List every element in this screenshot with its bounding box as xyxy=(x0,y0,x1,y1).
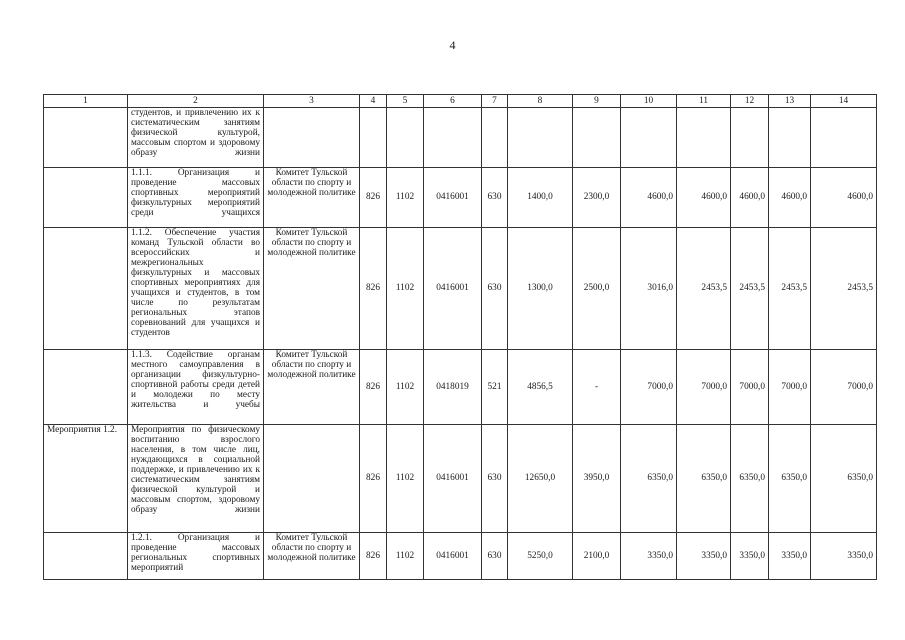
value-cell: 7000,0 xyxy=(769,350,811,425)
executor-cell: Комитет Тульской области по спорту и молодежной политике xyxy=(264,350,360,425)
value-cell: 2453,5 xyxy=(811,228,877,350)
activity-name-cell: 1.2.1. Организация и проведение массовых региональных спортивных мероприятий xyxy=(128,533,264,580)
header-cell: 2 xyxy=(128,95,264,108)
value-cell: 4600,0 xyxy=(769,168,811,228)
activity-name-cell: Мероприятия по физическому воспитанию взрослого населения, в том числе лиц, нуждающихся в социальной поддержке, и привлечению их к систематическим занятиям физической культурой и массовым спортом, здоровому образу жизни xyxy=(128,425,264,533)
budget-table xyxy=(43,94,877,580)
value-cell xyxy=(731,108,769,168)
value-cell: 6350,0 xyxy=(621,425,677,533)
value-cell: 6350,0 xyxy=(731,425,769,533)
value-cell xyxy=(811,108,877,168)
executor-cell xyxy=(264,108,360,168)
value-cell xyxy=(482,108,508,168)
value-cell: 826 xyxy=(360,168,387,228)
value-cell: 7000,0 xyxy=(811,350,877,425)
header-cell: 11 xyxy=(677,95,731,108)
table-row xyxy=(44,425,877,533)
executor-cell: Комитет Тульской области по спорту и молодежной политике xyxy=(264,168,360,228)
value-cell: 2453,5 xyxy=(769,228,811,350)
activity-name-cell: студентов, и привлечению их к систематическим занятиям физической культурой, массовым спортом и здоровому образу жизни xyxy=(128,108,264,168)
header-cell: 12 xyxy=(731,95,769,108)
value-cell: 0416001 xyxy=(424,168,482,228)
value-cell: 0416001 xyxy=(424,228,482,350)
value-cell: 3350,0 xyxy=(677,533,731,580)
table-row xyxy=(44,533,877,580)
value-cell: 826 xyxy=(360,425,387,533)
header-cell: 6 xyxy=(424,95,482,108)
value-cell xyxy=(573,108,621,168)
value-cell: 7000,0 xyxy=(621,350,677,425)
value-cell xyxy=(360,108,387,168)
value-cell: 4600,0 xyxy=(677,168,731,228)
value-cell: 4600,0 xyxy=(731,168,769,228)
activity-name-cell: 1.1.2. Обеспечение участия команд Тульской области во всероссийских и межрегиональных физкультурных и массовых спортивных мероприятиях для учащихся и студентов, в том числе по результатам региональных этапов соревнований для учащихся и студентов xyxy=(128,228,264,350)
value-cell: 826 xyxy=(360,228,387,350)
value-cell: 4856,5 xyxy=(508,350,573,425)
header-cell: 7 xyxy=(482,95,508,108)
group-cell xyxy=(44,533,128,580)
value-cell: 630 xyxy=(482,168,508,228)
value-cell: 1102 xyxy=(387,228,424,350)
value-cell: 0416001 xyxy=(424,533,482,580)
value-cell: 2453,5 xyxy=(677,228,731,350)
value-cell: 826 xyxy=(360,350,387,425)
value-cell: 3350,0 xyxy=(731,533,769,580)
header-cell: 1 xyxy=(44,95,128,108)
header-row xyxy=(44,95,877,108)
value-cell: 2300,0 xyxy=(573,168,621,228)
value-cell: 3350,0 xyxy=(769,533,811,580)
group-cell xyxy=(44,108,128,168)
header-cell: 10 xyxy=(621,95,677,108)
value-cell: 826 xyxy=(360,533,387,580)
activity-name-cell: 1.1.1. Организация и проведение массовых спортивных мероприятий физкультурных мероприятий среди учащихся xyxy=(128,168,264,228)
group-cell: Мероприятия 1.2. xyxy=(44,425,128,533)
header-cell: 3 xyxy=(264,95,360,108)
header-cell: 5 xyxy=(387,95,424,108)
value-cell xyxy=(621,108,677,168)
value-cell xyxy=(424,108,482,168)
table-row xyxy=(44,168,877,228)
value-cell xyxy=(508,108,573,168)
value-cell: 1400,0 xyxy=(508,168,573,228)
page-number: 4 xyxy=(449,38,456,52)
value-cell: 2100,0 xyxy=(573,533,621,580)
header-cell: 8 xyxy=(508,95,573,108)
group-cell xyxy=(44,228,128,350)
value-cell: 4600,0 xyxy=(621,168,677,228)
value-cell: 4600,0 xyxy=(811,168,877,228)
value-cell xyxy=(677,108,731,168)
header-cell: 9 xyxy=(573,95,621,108)
value-cell: 12650,0 xyxy=(508,425,573,533)
value-cell: 1102 xyxy=(387,425,424,533)
value-cell: 1300,0 xyxy=(508,228,573,350)
group-cell xyxy=(44,350,128,425)
value-cell: 3350,0 xyxy=(621,533,677,580)
value-cell: 0416001 xyxy=(424,425,482,533)
executor-cell: Комитет Тульской области по спорту и молодежной политике xyxy=(264,228,360,350)
value-cell: 7000,0 xyxy=(677,350,731,425)
value-cell: 6350,0 xyxy=(769,425,811,533)
value-cell: 630 xyxy=(482,533,508,580)
value-cell: 3350,0 xyxy=(811,533,877,580)
value-cell: 6350,0 xyxy=(811,425,877,533)
value-cell: 5250,0 xyxy=(508,533,573,580)
value-cell: 7000,0 xyxy=(731,350,769,425)
executor-cell xyxy=(264,425,360,533)
group-cell xyxy=(44,168,128,228)
header-cell: 4 xyxy=(360,95,387,108)
value-cell: 2500,0 xyxy=(573,228,621,350)
value-cell: 1102 xyxy=(387,533,424,580)
value-cell: 521 xyxy=(482,350,508,425)
executor-cell: Комитет Тульской области по спорту и молодежной политике xyxy=(264,533,360,580)
value-cell: 1102 xyxy=(387,168,424,228)
value-cell: 630 xyxy=(482,228,508,350)
header-cell: 14 xyxy=(811,95,877,108)
activity-name-cell: 1.1.3. Содействие органам местного самоуправления в организации физкультурно-спортивной работы среди детей и молодежи по месту жительства и учебы xyxy=(128,350,264,425)
value-cell: 2453,5 xyxy=(731,228,769,350)
value-cell: 1102 xyxy=(387,350,424,425)
value-cell: 3950,0 xyxy=(573,425,621,533)
table-row xyxy=(44,350,877,425)
table-row xyxy=(44,108,877,168)
value-cell: 630 xyxy=(482,425,508,533)
value-cell: 3016,0 xyxy=(621,228,677,350)
value-cell xyxy=(769,108,811,168)
value-cell: 6350,0 xyxy=(677,425,731,533)
value-cell: - xyxy=(573,350,621,425)
value-cell: 0418019 xyxy=(424,350,482,425)
header-cell: 13 xyxy=(769,95,811,108)
table-row xyxy=(44,228,877,350)
value-cell xyxy=(387,108,424,168)
